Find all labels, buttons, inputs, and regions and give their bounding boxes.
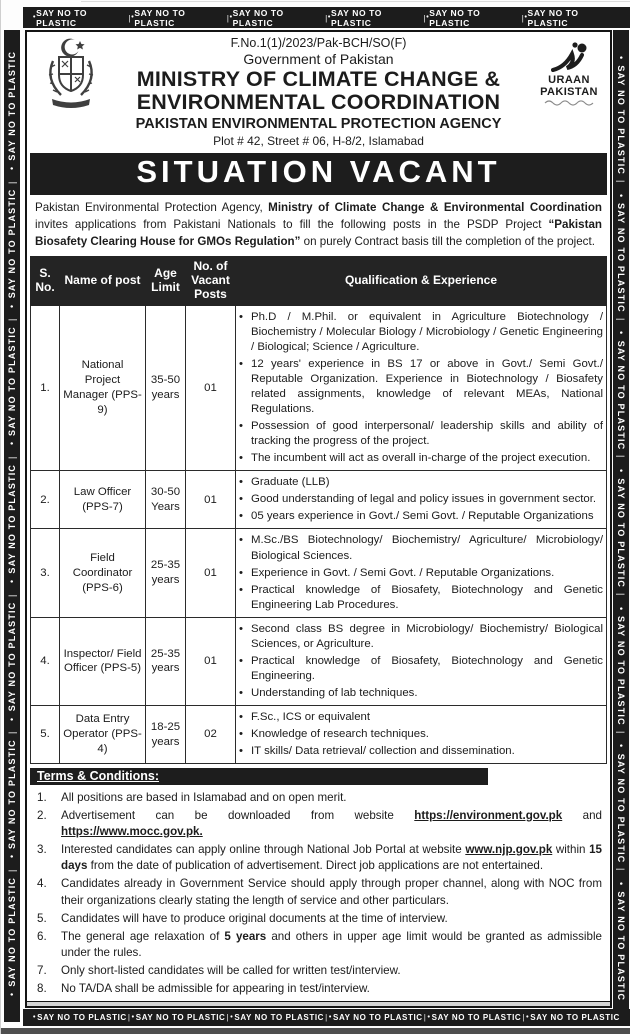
qualification-bullet: • Possession of good interpersonal/ leadership skills and ability of tracking the progress of the project. xyxy=(239,419,603,449)
ministry-title-line1: MINISTRY OF CLIMATE CHANGE & xyxy=(136,67,501,91)
cell-age-limit: 25-35 years xyxy=(146,617,186,705)
terms-item-number: 7. xyxy=(37,964,47,978)
left-plastic-strip: •SAY NO TO PLASTIC|•SAY NO TO PLASTIC|•SAY NO TO PLASTIC|•SAY NO TO PLASTIC|•SAY NO TO PLASTIC|•SAY NO TO PLASTIC|•SAY NO TO PLASTIC xyxy=(4,30,20,1022)
cell-vacant-posts: 01 xyxy=(186,305,236,470)
terms-item xyxy=(31,876,602,909)
terms-item-text: Advertisement can be downloaded from website https://environment.gov.pk and https://www.mocc.gov.pk. xyxy=(61,808,602,838)
cell-post-name: Law Officer (PPS-7) xyxy=(60,471,146,529)
cell-sno: 5. xyxy=(31,705,60,763)
pakistan-emblem-icon xyxy=(39,37,103,111)
urdu-caption-squiggle xyxy=(543,98,595,106)
terms-item xyxy=(31,963,602,979)
uraan-logo-line2: PAKISTAN xyxy=(540,86,598,99)
terms-heading-bar xyxy=(30,768,488,785)
cell-sno: 3. xyxy=(31,529,60,617)
cell-qualification xyxy=(236,617,607,705)
file-number: F.No.1(1)/2023/Pak-BCH/SO(F) xyxy=(230,36,407,50)
qualification-bullet: • 12 years' experience in BS 17 or above in Govt./ Semi Govt./ Reputable Organization. Experience in Biotechnology / Biosafety related assignments, knowledge of relevant MEAs, National Regulations. xyxy=(239,357,603,417)
header-sno: S. No. xyxy=(31,257,60,305)
header-vacant: No. of Vacant Posts xyxy=(186,257,236,305)
cell-qualification xyxy=(236,529,607,617)
qualification-bullet: • Second class BS degree in Microbiology/ Biochemistry/ Biological Sciences, or Agriculture. xyxy=(239,622,603,652)
qualification-bullet: • Ph.D / M.Phil. or equivalent in Agriculture Biotechnology / Biochemistry / Molecular Biology / Microbiology / Genetic Engineering / Biological; Science / Agriculture. xyxy=(239,310,603,355)
qualification-bullet: • 05 years experience in Govt./ Semi Govt. / Reputable Organizations xyxy=(239,509,603,524)
cell-sno: 2. xyxy=(31,471,60,529)
page-bottom-rule xyxy=(1,1028,630,1034)
cell-vacant-posts: 02 xyxy=(186,705,236,763)
cell-sno: 4. xyxy=(31,617,60,705)
situation-vacant-banner: SITUATION VACANT xyxy=(30,153,607,195)
ministry-title-line2: ENVIRONMENTAL COORDINATION xyxy=(136,90,501,115)
terms-item xyxy=(31,790,602,806)
qualification-bullet: • Practical knowledge of Biosafety, Biotechnology and Genetic Engineering Lab Procedures. xyxy=(239,583,603,613)
cell-vacant-posts: 01 xyxy=(186,617,236,705)
signature-block xyxy=(27,1001,610,1008)
cell-age-limit: 25-35 years xyxy=(146,529,186,617)
agency-address: Plot # 42, Street # 06, H-8/2, Islamabad xyxy=(213,133,424,148)
agency-title: PAKISTAN ENVIRONMENTAL PROTECTION AGENCY xyxy=(135,115,502,132)
terms-item xyxy=(31,842,602,875)
terms-item-number: 5. xyxy=(37,911,47,925)
table-row xyxy=(31,305,607,470)
terms-item-text: Candidates already in Government Service should apply through proper channel, along with NOC from their organizations clearly stating the length of service and other particulars. xyxy=(61,877,602,907)
qualification-bullet: • Knowledge of research techniques. xyxy=(239,727,603,742)
qualification-bullet: • Practical knowledge of Biosafety, Biotechnology and Genetic Engineering. xyxy=(239,654,603,684)
cell-post-name: National Project Manager (PPS-9) xyxy=(60,305,146,470)
uraan-logo-line1: URAAN xyxy=(548,74,590,86)
qualification-bullet: • Graduate (LLB) xyxy=(239,475,603,490)
top-hairline-rule xyxy=(81,1,630,2)
terms-item-number: 2. xyxy=(37,808,47,822)
cell-post-name: Field Coordinator (PPS-6) xyxy=(60,529,146,617)
bottom-plastic-strip: • SAY NO TO PLASTIC | • SAY NO TO PLASTIC | • SAY NO TO PLASTIC | • SAY NO TO PLASTIC | • SAY NO TO PLASTIC | • SAY NO TO PLASTIC xyxy=(23,1009,630,1026)
qualification-bullet: • The incumbent will act as overall in-charge of the project execution. xyxy=(239,451,603,466)
cell-sno: 1. xyxy=(31,305,60,470)
qualification-bullet: • Experience in Govt. / Semi Govt. / Reputable Organizations. xyxy=(239,566,603,581)
table-row xyxy=(31,705,607,763)
table-row xyxy=(31,471,607,529)
cell-age-limit: 30-50 Years xyxy=(146,471,186,529)
qualification-bullet: • F.Sc., ICS or equivalent xyxy=(239,710,603,725)
terms-item-text: The general age relaxation of 5 years and others in upper age limit would be granted as admissible under the rules. xyxy=(61,929,602,960)
cell-vacant-posts: 01 xyxy=(186,471,236,529)
header-post: Name of post xyxy=(60,257,146,305)
qualification-bullet: • Understanding of lab techniques. xyxy=(239,686,603,701)
qualification-bullet: • IT skills/ Data retrieval/ collection and dissemination. xyxy=(239,744,603,759)
qualification-bullet: • M.Sc./BS Biotechnology/ Biochemistry/ Agriculture/ Microbiology/ Biological Sciences. xyxy=(239,533,603,563)
terms-item-text: Only short-listed candidates will be called for written test/interview. xyxy=(61,964,401,978)
cell-age-limit: 35-50 years xyxy=(146,305,186,470)
uraan-bird-icon xyxy=(549,40,589,74)
terms-item-number: 3. xyxy=(37,842,47,856)
ad-content-frame xyxy=(25,30,612,1008)
terms-item-text: No TA/DA shall be admissible for appearing in test/interview. xyxy=(61,982,370,996)
terms-item xyxy=(31,981,602,997)
terms-item-number: 1. xyxy=(37,790,47,804)
right-plastic-strip: •SAY NO TO PLASTIC|•SAY NO TO PLASTIC|•SAY NO TO PLASTIC|•SAY NO TO PLASTIC|•SAY NO TO PLASTIC|•SAY NO TO PLASTIC|•SAY NO TO PLASTIC xyxy=(613,30,629,1022)
terms-item-number: 8. xyxy=(37,982,47,996)
cell-vacant-posts: 01 xyxy=(186,529,236,617)
header-age: Age Limit xyxy=(146,257,186,305)
intro-paragraph: Pakistan Environmental Protection Agency, Ministry of Climate Change & Environmental Coordination invites applications from Pakistani Nationals to fill the following posts in the PSDP Project “Pakistan Biosafety Clearing House for GMOs Regulation” on purely Contract basis till the completion of the project. xyxy=(35,200,602,248)
terms-item xyxy=(31,808,602,841)
vacancies-table xyxy=(30,256,607,764)
cell-age-limit: 18-25 years xyxy=(146,705,186,763)
table-row xyxy=(31,529,607,617)
top-plastic-strip: • SAY NO TO PLASTIC | • SAY NO TO PLASTIC | • SAY NO TO PLASTIC | • SAY NO TO PLASTIC | • SAY NO TO PLASTIC | • SAY NO TO PLASTIC xyxy=(23,7,630,28)
table-header-row xyxy=(31,257,607,305)
table-row xyxy=(31,617,607,705)
header-qualification: Qualification & Experience xyxy=(236,257,607,305)
terms-item-text: Interested candidates can apply online through National Job Portal at website www.njp.gov.pk within 15 days from the date of publication of advertisement. Direct job applications are not entertained. xyxy=(61,842,602,873)
terms-item-text: Candidates will have to produce original documents at the time of interview. xyxy=(61,911,448,925)
qualification-bullet: • Good understanding of legal and policy issues in government sector. xyxy=(239,492,603,507)
signatory-name xyxy=(27,1007,610,1008)
cell-qualification xyxy=(236,305,607,470)
terms-item-text: All positions are based in Islamabad and on open merit. xyxy=(61,790,347,804)
cell-qualification xyxy=(236,471,607,529)
cell-post-name: Data Entry Operator (PPS-4) xyxy=(60,705,146,763)
terms-item xyxy=(31,929,602,962)
uraan-pakistan-logo xyxy=(536,40,602,106)
terms-item-number: 6. xyxy=(37,929,47,943)
terms-heading: Terms & Conditions: xyxy=(37,769,159,784)
ad-header xyxy=(27,32,610,150)
terms-item-number: 4. xyxy=(37,877,47,891)
government-line: Government of Pakistan xyxy=(243,51,394,67)
cell-post-name: Inspector/ Field Officer (PPS-5) xyxy=(60,617,146,705)
cell-qualification xyxy=(236,705,607,763)
terms-item xyxy=(31,911,602,927)
terms-list xyxy=(27,787,610,1001)
